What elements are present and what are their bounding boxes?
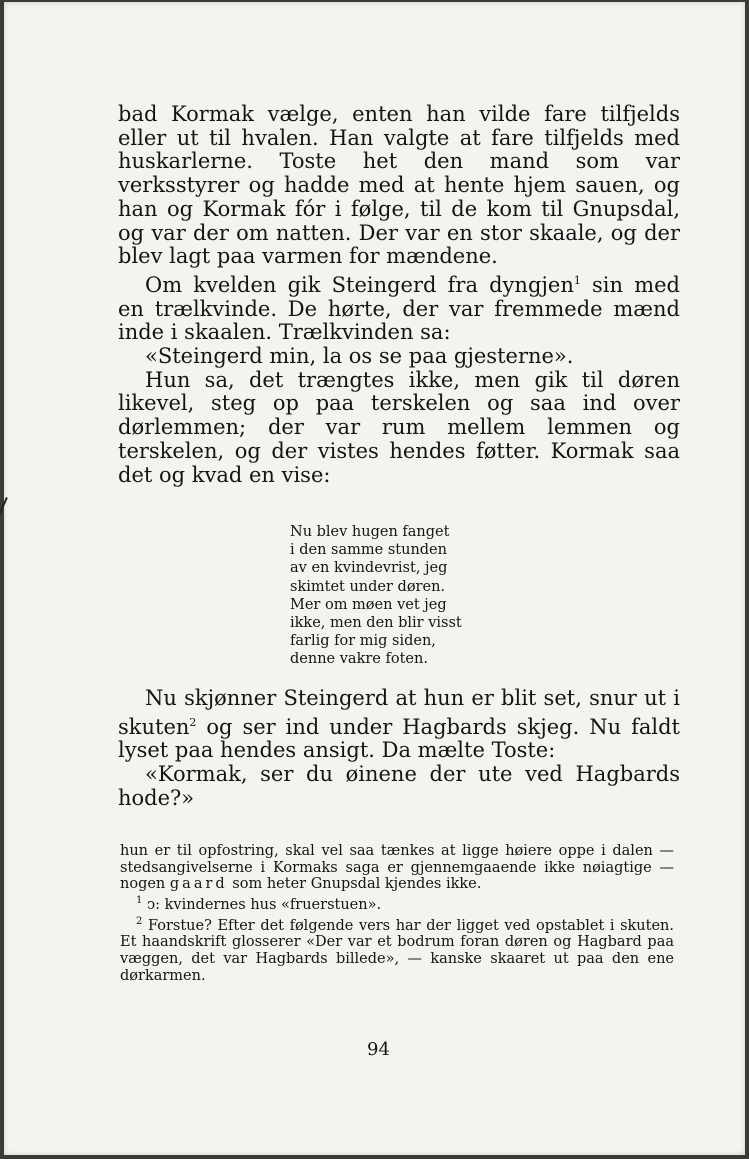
poem-line: Mer om møen vet jeg bbox=[290, 596, 447, 613]
poem-line: Nu blev hugen fanget bbox=[290, 524, 450, 540]
paragraph: bad Kormak vælge, enten han vilde fare tilfjelds eller ut til hvalen. Han valgte at fare tilfjelds med huskarlerne. Toste het den mand som var verksstyrer og hadde med at hente hjem sauen, og han og Kormak fór i følge, til de kom til Gnupsdal, og var der om natten. Der var en stor skaale, og der blev lagt paa varmen for mændene. bbox=[118, 102, 680, 269]
poem-line: farlig for mig siden, bbox=[290, 633, 436, 650]
paragraph bbox=[118, 687, 680, 763]
paragraph-text: og ser ind under Hagbards skjeg. Nu faldt lyset paa hendes ansigt. Da mælte Toste: bbox=[118, 714, 680, 763]
footnotes bbox=[120, 843, 674, 984]
poem-line: ikke, men den blir visst bbox=[290, 615, 462, 632]
footnote-ref: 1 bbox=[573, 273, 581, 287]
footnote-marker: 1 bbox=[136, 895, 143, 907]
footnote-marker: 2 bbox=[136, 915, 143, 927]
paragraph: Hun sa, det trængtes ikke, men gik til døren likevel, steg op paa terskelen og saa ind over dørlemmen; der var rum mellem lemmen og terskelen, og der vistes hendes føtter. Kormak saa det og kvad en vise: bbox=[118, 367, 680, 487]
paragraph bbox=[118, 269, 680, 345]
footnote-text: hun er til opfostring, skal vel saa tænkes at ligge høiere oppe i dalen — stedsangivelserne i Kormaks saga er gjennemgaaende ikke nøiagtige — nogen bbox=[120, 843, 674, 893]
book-page bbox=[4, 2, 745, 1155]
footnote-text: Forstue? Efter det følgende vers har der ligget ved opstablet i skuten. Et haandskrift glosserer «Der var et bodrum foran døren og Hagbard paa væggen, det var Hagbards billede», — kanske skaaret ut paa den ene dørkarmen. bbox=[120, 917, 675, 984]
quote-paragraph: «Kormak, ser du øinene der ute ved Hagbards hode?» bbox=[118, 762, 680, 810]
paragraph-text: Om kvelden gik Steingerd fra dyngjen bbox=[145, 272, 574, 297]
main-text-block bbox=[118, 103, 680, 487]
poem-line: av en kvindevrist, jeg bbox=[290, 560, 448, 577]
footnote-continued bbox=[120, 843, 674, 893]
footnote bbox=[120, 893, 674, 914]
footnote-text: ↄ: kvindernes hus «fruerstuen». bbox=[146, 896, 382, 913]
poem-line: denne vakre foten. bbox=[290, 651, 428, 668]
footnote bbox=[120, 914, 674, 985]
footnote-ref: 2 bbox=[189, 715, 197, 729]
footnote-text: som heter Gnupsdal kjendes ikke. bbox=[232, 876, 482, 893]
poem-line: i den samme stunden bbox=[290, 542, 447, 559]
paragraph-text: Nu skjønner Steingerd at hun er blit set, snur ut i skuten bbox=[118, 686, 680, 739]
paragraph-text: sin med en trælkvinde. De hørte, der var fremmede mænd inde i skaalen. Trælkvinden sa: bbox=[118, 272, 680, 345]
footnote-spaced-word: gaard bbox=[169, 876, 228, 893]
margin-pen-mark bbox=[0, 497, 8, 551]
page-number: 94 bbox=[367, 1039, 390, 1060]
poem-line: skimtet under døren. bbox=[290, 578, 446, 595]
poem-verse bbox=[290, 523, 550, 669]
main-text-block-2 bbox=[118, 687, 680, 811]
quote-paragraph: «Steingerd min, la os se paa gjesterne». bbox=[145, 344, 574, 369]
